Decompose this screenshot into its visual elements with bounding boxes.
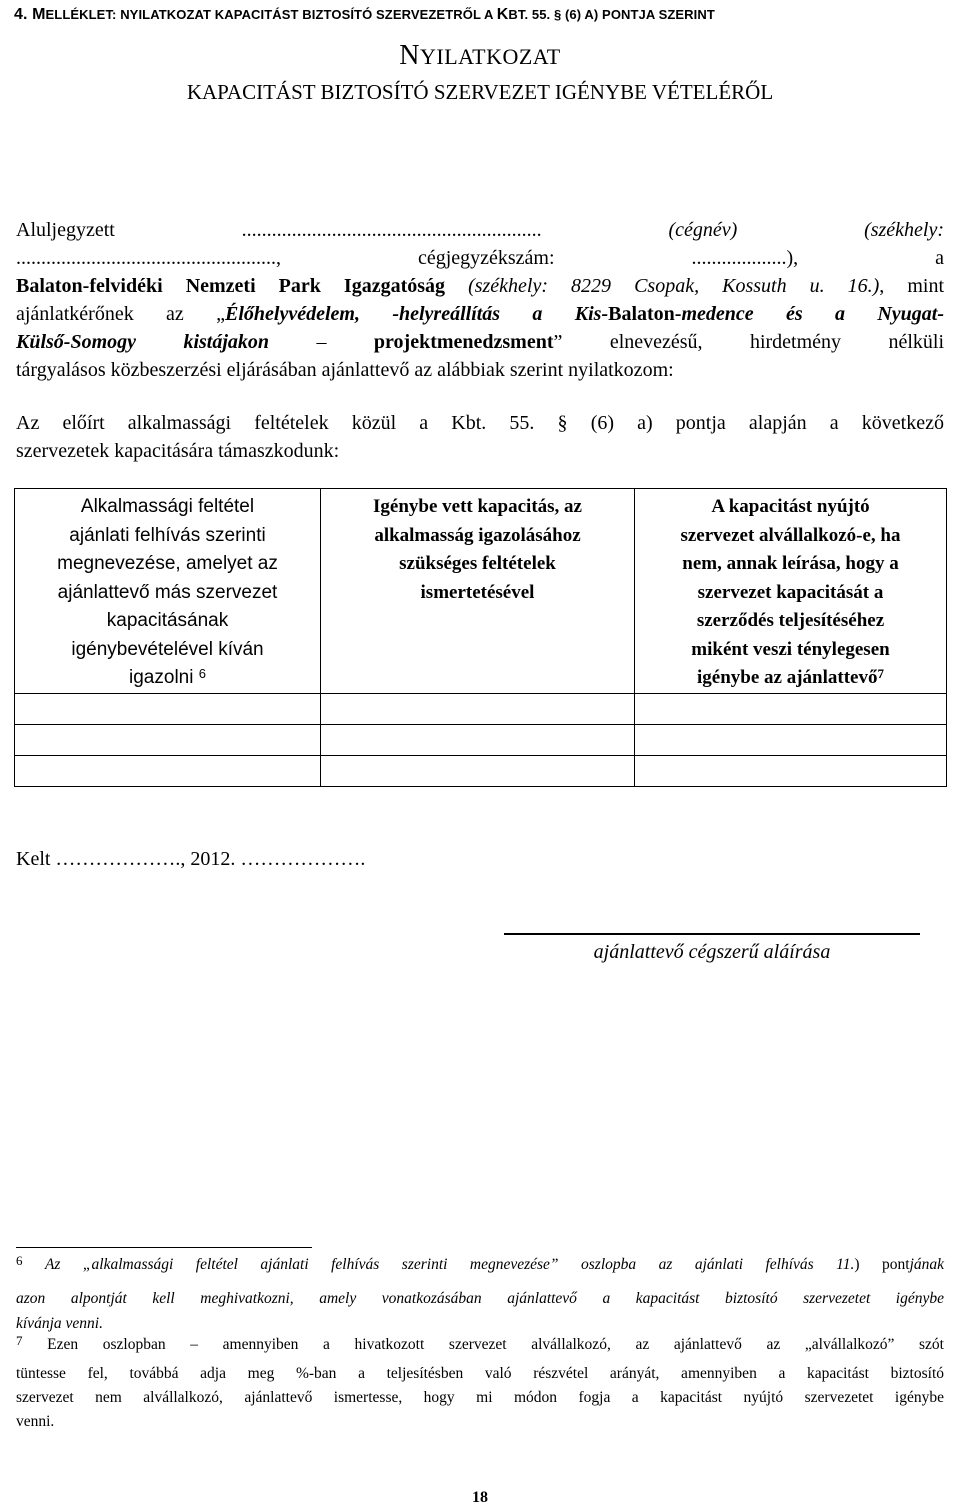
table-header-row: [15, 489, 947, 694]
table-cell[interactable]: [635, 693, 947, 724]
body-line-4: ajánlatkérőnek az „Élőhelyvédelem, -helyreállítás a Kis-Balaton-medence és a Nyugat-: [16, 303, 944, 325]
footnote-ref-6[interactable]: 6: [198, 666, 206, 681]
table-row: [15, 755, 947, 786]
table-cell[interactable]: [15, 724, 321, 755]
page-title: NYILATKOZAT: [399, 40, 561, 71]
page-subtitle: KAPACITÁST BIZTOSÍTÓ SZERVEZET IGÉNYBE VÉTELÉRŐL: [186, 80, 774, 104]
page-number: 18: [472, 1489, 488, 1506]
header-cell-capacity: Igénybe vett kapacitás, az alkalmasság igazolásához szükséges feltételek ismertetésével: [321, 489, 635, 694]
body-line-1: Aluljegyzett ............................................................ (cégnév) (székhely:: [16, 219, 945, 241]
table-cell[interactable]: [321, 755, 635, 786]
body-line-2: ...................................................., cégjegyzékszám: ...................), a: [16, 247, 944, 269]
body-line-3: Balaton-felvidéki Nemzeti Park Igazgatóság (székhely: 8229 Csopak, Kossuth u. 16.), mint: [16, 275, 944, 297]
body-line-6: tárgyalásos közbeszerzési eljárásában ajánlattevő az alábbiak szerint nyilatkozom:: [16, 359, 674, 381]
table-row: [15, 693, 947, 724]
footnote-7-line-1: $^7$ Ezen oszlopban – amennyiben a hivatkozott szervezet alvállalkozó, az ajánlattevő az „alvállalkozó” szót: [16, 1333, 944, 1353]
table-cell[interactable]: [15, 755, 321, 786]
intro-line-2: szervezetek kapacitására támaszkodunk:: [16, 440, 340, 462]
capacity-table: [14, 488, 947, 787]
table-cell[interactable]: [321, 693, 635, 724]
table-cell[interactable]: [321, 724, 635, 755]
table-cell[interactable]: [635, 755, 947, 786]
footnote-7-line-4: venni.: [16, 1413, 55, 1430]
table-cell[interactable]: [635, 724, 947, 755]
signature-line[interactable]: [504, 933, 920, 935]
footnote-6-line-2: azon alpontját kell meghivatkozni, amely vonatkozásában ajánlattevő a kapacitást biztosító szervezetet igénybe: [16, 1290, 944, 1307]
table-cell[interactable]: [15, 693, 321, 724]
footnote-separator: [16, 1247, 312, 1248]
annex-heading: 4. MELLÉKLET: NYILATKOZAT KAPACITÁST BIZTOSÍTÓ SZERVEZETRŐL A KBT. 55. § (6) A) PONTJA SZERINT: [14, 6, 715, 23]
date-place-line: Kelt ………………., 2012. ……………….: [16, 848, 366, 870]
footnote-7-line-3: szervezet nem alvállalkozó, ajánlattevő ismertesse, hogy mi módon fogja a kapacitást nyújtó szervezetet igénybe: [16, 1389, 944, 1406]
signature-label: ajánlattevő cégszerű aláírása: [593, 941, 831, 963]
intro-line-1: Az előírt alkalmassági feltételek közül a Kbt. 55. § (6) a) pontja alapján a következő: [16, 412, 944, 434]
table-row: [15, 724, 947, 755]
body-line-5: Külső-Somogy kistájakon – projektmenedzsment” elnevezésű, hirdetmény nélküli: [16, 331, 945, 353]
header-cell-provider: A kapacitást nyújtó szervezet alvállalkozó-e, ha nem, annak leírása, hogy a szervezet kapacitását a szerződés teljesítéséhez miként veszi ténylegesen igénybe az ajánlattevő$^7$: [635, 489, 947, 694]
footnote-6-line-1: $^6$ Az „alkalmassági feltétel ajánlati felhívás szerinti megnevezése” oszlopba az ajánlati felhívás 11.) pontjának: [16, 1253, 945, 1273]
footnote-ref-7[interactable]: 7: [877, 666, 884, 681]
footnote-6-line-3: kívánja venni.: [16, 1315, 103, 1332]
header-cell-condition: Alkalmassági feltétel ajánlati felhívás szerinti megnevezése, amelyet az ajánlattevő más szervezet kapacitásának igénybevételével kíván igazolni $^6$: [15, 489, 321, 694]
footnote-7-line-2: tüntesse fel, továbbá adja meg %-ban a teljesítésben való részvétel arányát, amennyiben a kapacitást biztosító: [16, 1365, 944, 1382]
